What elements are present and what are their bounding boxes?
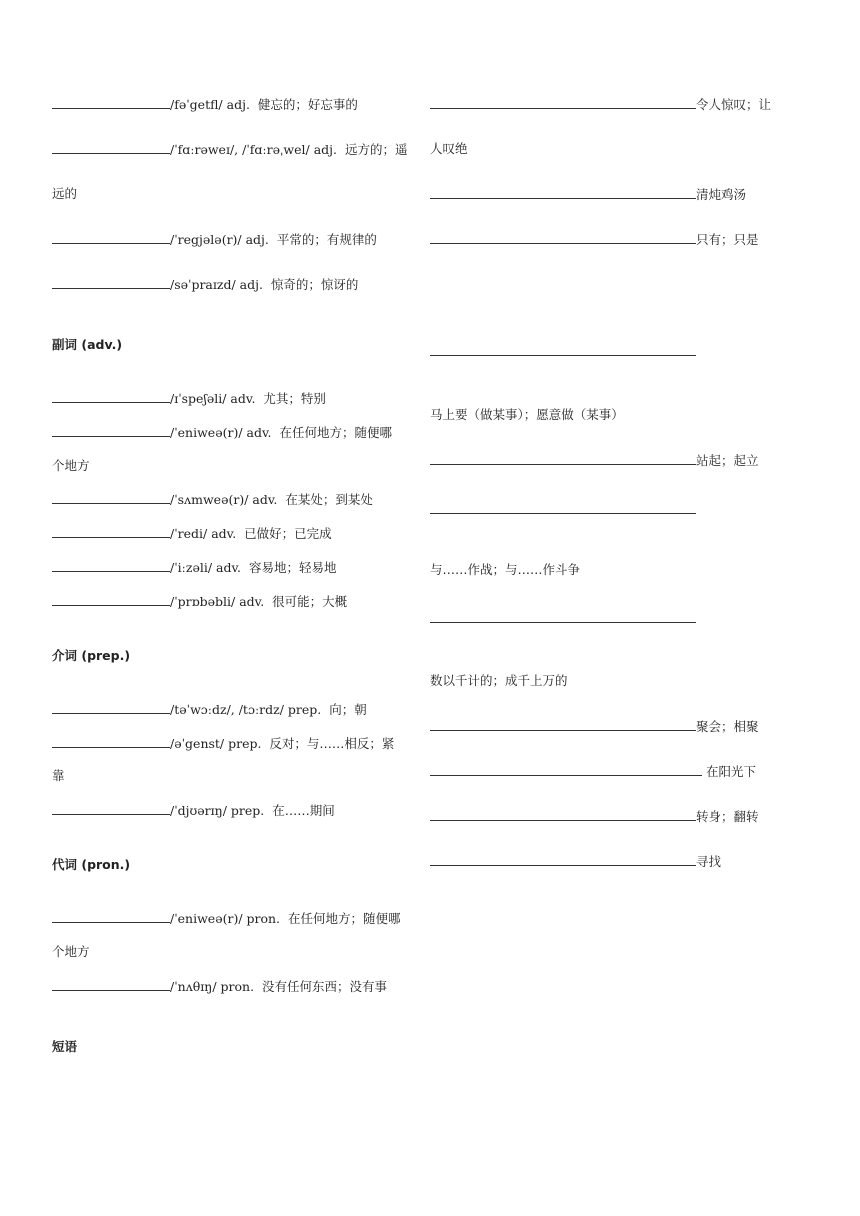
- section-heading-pron: 代词 (pron.): [52, 857, 131, 872]
- meaning-continuation: 远的: [52, 186, 78, 201]
- meaning: 站起；起立: [696, 453, 759, 468]
- answer-blank[interactable]: [52, 491, 170, 504]
- meaning: 在任何地方；随便哪: [287, 911, 401, 926]
- meaning: 健忘的；好忘事的: [257, 97, 358, 112]
- phrase-entry: [430, 452, 759, 469]
- meaning: 只有；只是: [696, 232, 759, 247]
- vocab-entry: [52, 802, 335, 819]
- meaning: 聚会；相聚: [696, 719, 759, 734]
- phrase-entry: [430, 853, 721, 870]
- answer-blank[interactable]: [430, 452, 696, 465]
- answer-blank[interactable]: [52, 593, 170, 606]
- vocab-entry: [52, 276, 358, 293]
- phrase-entry: [430, 186, 746, 203]
- answer-blank[interactable]: [52, 978, 170, 991]
- meaning: 在某处；到某处: [285, 492, 373, 507]
- section-heading-prep: 介词 (prep.): [52, 648, 131, 663]
- meaning: 惊奇的；惊讶的: [270, 277, 359, 292]
- vocab-entry: [52, 390, 326, 407]
- phonetic: /ˈeniweə(r)/ pron.: [170, 911, 281, 926]
- meaning-continuation: 靠: [52, 768, 65, 783]
- meaning: 令人惊叹；让: [696, 97, 772, 112]
- meaning: 很可能；大概: [272, 594, 348, 609]
- answer-blank[interactable]: [430, 501, 696, 514]
- answer-blank[interactable]: [430, 610, 696, 623]
- meaning: 在阳光下: [702, 764, 756, 779]
- vocab-entry: [52, 525, 332, 542]
- phonetic: /ˈregjələ(r)/ adj.: [170, 232, 269, 247]
- vocab-entry: [52, 231, 377, 248]
- answer-blank[interactable]: [52, 424, 170, 437]
- answer-blank[interactable]: [430, 763, 702, 776]
- meaning-continuation: 个地方: [52, 944, 90, 959]
- meaning: 在……期间: [272, 803, 335, 818]
- vocab-entry: [52, 559, 337, 576]
- phonetic: /ˈsʌmweə(r)/ adv.: [170, 492, 278, 507]
- answer-blank[interactable]: [52, 802, 170, 815]
- phrase-entry: [430, 96, 771, 113]
- vocab-entry: [52, 735, 394, 752]
- meaning-continuation: 个地方: [52, 458, 90, 473]
- meaning-continuation: 马上要（做某事）；愿意做（某事）: [430, 407, 624, 422]
- section-heading-adv: 副词 (adv.): [52, 337, 123, 352]
- phonetic: /fəˈgetfl/ adj.: [170, 97, 250, 112]
- phrase-entry: [430, 343, 696, 360]
- answer-blank[interactable]: [430, 808, 696, 821]
- phrase-entry: [430, 231, 759, 248]
- answer-blank[interactable]: [52, 559, 170, 572]
- phonetic: /təˈwɔːdz/, /tɔːrdz/ prep.: [170, 702, 322, 717]
- phonetic: /ˈfɑːrəweɪ/, /ˈfɑːrəˌwel/ adj.: [170, 142, 337, 157]
- answer-blank[interactable]: [430, 343, 696, 356]
- answer-blank[interactable]: [52, 276, 170, 289]
- answer-blank[interactable]: [52, 735, 170, 748]
- vocab-entry: [52, 491, 373, 508]
- phonetic: /ˈeniweə(r)/ adv.: [170, 425, 272, 440]
- answer-blank[interactable]: [52, 96, 170, 109]
- answer-blank[interactable]: [430, 718, 696, 731]
- meaning: 反对；与……相反；紧: [269, 736, 395, 751]
- vocab-entry: [52, 96, 358, 113]
- meaning: 寻找: [696, 854, 722, 869]
- phonetic: /ˈnʌθɪŋ/ pron.: [170, 979, 255, 994]
- phrase-entry: [430, 501, 696, 518]
- answer-blank[interactable]: [52, 701, 170, 714]
- phonetic: /ˈiːzəli/ adv.: [170, 560, 242, 575]
- meaning: 向；朝: [329, 702, 367, 717]
- answer-blank[interactable]: [430, 853, 696, 866]
- vocab-entry: [52, 424, 392, 441]
- meaning: 尤其；特别: [263, 391, 326, 406]
- answer-blank[interactable]: [52, 525, 170, 538]
- vocab-entry: [52, 141, 407, 158]
- answer-blank[interactable]: [52, 231, 170, 244]
- answer-blank[interactable]: [430, 231, 696, 244]
- meaning: 没有任何东西；没有事: [262, 979, 388, 994]
- answer-blank[interactable]: [52, 141, 170, 154]
- phonetic: /ˈredi/ adv.: [170, 526, 237, 541]
- section-heading-phrases: 短语: [52, 1039, 78, 1054]
- vocab-entry: [52, 978, 387, 995]
- answer-blank[interactable]: [430, 186, 696, 199]
- meaning: 远方的；遥: [344, 142, 408, 157]
- meaning: 在任何地方；随便哪: [279, 425, 392, 440]
- meaning: 转身；翻转: [696, 809, 759, 824]
- phonetic: /ˈprɒbəbli/ adv.: [170, 594, 265, 609]
- meaning-continuation: 数以千计的；成千上万的: [430, 673, 568, 688]
- meaning-continuation: 人叹绝: [430, 141, 468, 156]
- phonetic: /səˈpraɪzd/ adj.: [170, 277, 263, 292]
- meaning-continuation: 与……作战；与……作斗争: [430, 562, 581, 577]
- phonetic: /ˈdjʊərɪŋ/ prep.: [170, 803, 265, 818]
- phrase-entry: [430, 808, 759, 825]
- phonetic: /ɪˈspeʃəli/ adv.: [170, 391, 256, 406]
- answer-blank[interactable]: [430, 96, 696, 109]
- phrase-entry: [430, 763, 756, 780]
- answer-blank[interactable]: [52, 910, 170, 923]
- meaning: 已做好；已完成: [244, 526, 332, 541]
- vocab-entry: [52, 701, 367, 718]
- vocab-entry: [52, 910, 401, 927]
- answer-blank[interactable]: [52, 390, 170, 403]
- phonetic: /əˈgenst/ prep.: [170, 736, 262, 751]
- vocab-entry: [52, 593, 347, 610]
- meaning: 容易地；轻易地: [248, 560, 337, 575]
- meaning: 清炖鸡汤: [696, 187, 747, 202]
- phrase-entry: [430, 610, 696, 627]
- meaning: 平常的；有规律的: [276, 232, 377, 247]
- phrase-entry: [430, 718, 759, 735]
